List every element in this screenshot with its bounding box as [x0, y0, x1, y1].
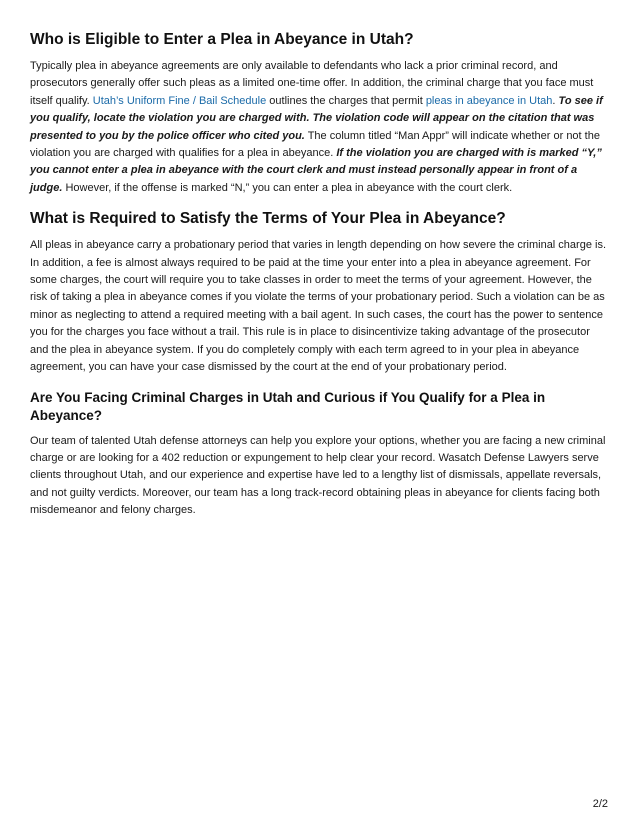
section-heading-eligibility: Who is Eligible to Enter a Plea in Abeyance in Utah? — [30, 31, 414, 48]
eligibility-text-5: However, if the offense is marked “N,” you can enter a plea in abeyance with the court clerk. — [62, 181, 513, 194]
requirements-paragraph: All pleas in abeyance carry a probationary period that varies in length depending on how severe the criminal charge is. In addition, a fee is almost always required to be paid at the time your enter into a plea in abeyance agreement. For some charges, the court will require you to take classes in order to meet the terms of your agreement. However, the risk of taking a plea in abeyance comes if you violate the terms of your probationary period. Such a violation can be as minor as neglecting to attend a required meeting with a bail agent. In such cases, the court has the power to sentence you for the charges you face without a trail. This rule is in place to disincentivize taking advantage of the prosecutor and the plea in abeyance system. If you do completely comply with each term agreed to in your plea in abeyance agreement, you can have your case dismissed by the court at the end of your probationary period. — [30, 239, 607, 374]
eligibility-emphasis-2: If the violation you are charged with is marked “Y,” you cannot enter a plea in abeyance with the court clerk and must instead personally appear in front of a judge. — [30, 147, 602, 194]
eligibility-emphasis-1: To see if you qualify, locate the violation you are charged with. The violation code will appear on the citation that was presented to you by the police officer who cited you. — [30, 94, 603, 142]
criminal-charges-paragraph: Our team of talented Utah defense attorneys can help you explore your options, whether you are facing a new criminal charge or are looking for a 402 reduction or expungement to help clear your record. Wasatch Defense Lawyers serve clients throughout Utah, and our experience and expertise have led to a lengthy list of dismissals, appellate reversals, and not guilty verdicts. Moreover, our team has a long track-record obtaining pleas in abeyance for clients facing both misdemeanor and felony charges. — [30, 434, 606, 517]
page-number: 2/2 — [592, 798, 608, 810]
eligibility-text-1: Typically plea in abeyance agreements are only available to defendants who lack a prior criminal record, and prosecutors generally offer such pleas as a limited one-time offer. In addition, the criminal charge that you face must itself qualify. — [30, 60, 594, 107]
section-heading-requirements: What is Required to Satisfy the Terms of Your Plea in Abeyance? — [30, 210, 506, 228]
section-heading-criminal-charges: Are You Facing Criminal Charges in Utah and Curious if You Qualify for a Plea in Abeyance? — [30, 389, 546, 423]
fine-bail-schedule-link[interactable]: Utah’s Uniform Fine / Bail Schedule — [92, 94, 267, 107]
eligibility-text-2: outlines the charges that permit — [266, 94, 426, 107]
eligibility-text-3: . — [552, 94, 559, 107]
eligibility-text-4: The column titled “Man Appr” will indicate whether or not the violation you are charged with qualifies for a plea in abeyance. — [30, 129, 600, 160]
document-page — [30, 30, 608, 532]
eligibility-paragraph — [30, 58, 608, 197]
pleas-in-abeyance-link[interactable]: pleas in abeyance in Utah — [425, 94, 553, 107]
